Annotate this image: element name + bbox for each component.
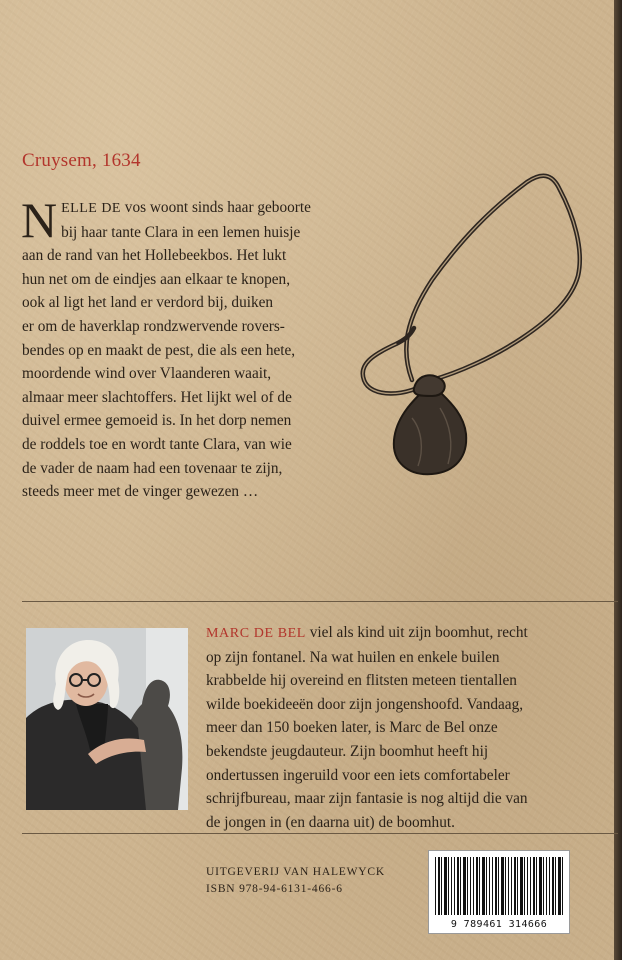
pouch-neck	[414, 375, 445, 396]
isbn-barcode	[428, 850, 570, 934]
blurb-line: ook al ligt het land er verdord bij, duiken	[22, 294, 274, 312]
blurb-line-text: vos woont sinds haar geboorte	[120, 199, 311, 216]
blurb-line: er om de haverklap rondzwervende rovers-	[22, 317, 285, 335]
drop-cap: N	[21, 192, 58, 248]
blurb-line	[22, 196, 382, 221]
blurb-line: de vader de naam had een tovenaar te zijn,	[22, 459, 283, 477]
bio-line: meer dan 150 boeken later, is Marc de Bel onze	[206, 719, 498, 737]
bio-line-text: viel als kind uit zijn boomhut, recht	[305, 624, 528, 641]
blurb-line: almaar meer slachtoffers. Het lijkt wel of de	[22, 388, 292, 406]
bio-line: wilde boekideeën door zijn jongenshoofd. Vandaag,	[206, 695, 524, 713]
divider-top	[22, 601, 618, 602]
isbn-text: ISBN 978-94-6131-466-6	[206, 883, 343, 895]
author-photo	[26, 628, 188, 810]
blurb-line: duivel ermee gemoeid is. In het dorp nemen	[22, 412, 292, 430]
blurb-line: moordende wind over Vlaanderen waait,	[22, 365, 272, 383]
bio-line: op zijn fontanel. Na wat huilen en enkele builen	[206, 648, 500, 666]
spine-edge	[614, 0, 622, 960]
blurb-heading: Cruysem, 1634	[22, 150, 141, 171]
pouch-illustration	[352, 168, 602, 488]
bio-line: krabbelde hij overeind en flitsten meteen tientallen	[206, 672, 517, 690]
pouch-shape	[394, 388, 466, 474]
barcode-digits: 9 789461 314666	[450, 919, 548, 930]
blurb-text	[21, 192, 382, 504]
blurb-line: bij haar tante Clara in een lemen huisje	[61, 223, 301, 241]
blurb-line: aan de rand van het Hollebeekbos. Het lukt	[22, 247, 287, 265]
blurb-smallcaps: ELLE DE	[61, 201, 121, 216]
bio-line: de jongen in (en daarna uit) de boomhut.	[206, 813, 455, 831]
blurb-line: de roddels toe en wordt tante Clara, van wie	[22, 435, 292, 453]
bio-line: ondertussen ingeruild voor een iets comfortabeler	[206, 766, 510, 784]
publisher-name: UITGEVERIJ VAN HALEWYCK	[206, 866, 385, 878]
bio-line	[206, 621, 606, 646]
blurb-line: hun net om de eindjes aan elkaar te knopen,	[22, 270, 291, 288]
divider-bottom	[22, 833, 618, 834]
bio-line: schrijfbureau, maar zijn fantasie is nog altijd die van	[206, 790, 528, 808]
blurb-line: steeds meer met de vinger gewezen …	[22, 483, 259, 501]
barcode-bars	[435, 857, 563, 915]
bio-line: bekendste jeugdauteur. Zijn boomhut heeft hij	[206, 742, 489, 760]
publisher-block	[206, 864, 385, 898]
blurb-line: bendes op en maakt de pest, die als een hete,	[22, 341, 296, 359]
author-name: MARC DE BEL	[206, 626, 306, 641]
author-bio	[206, 621, 606, 834]
